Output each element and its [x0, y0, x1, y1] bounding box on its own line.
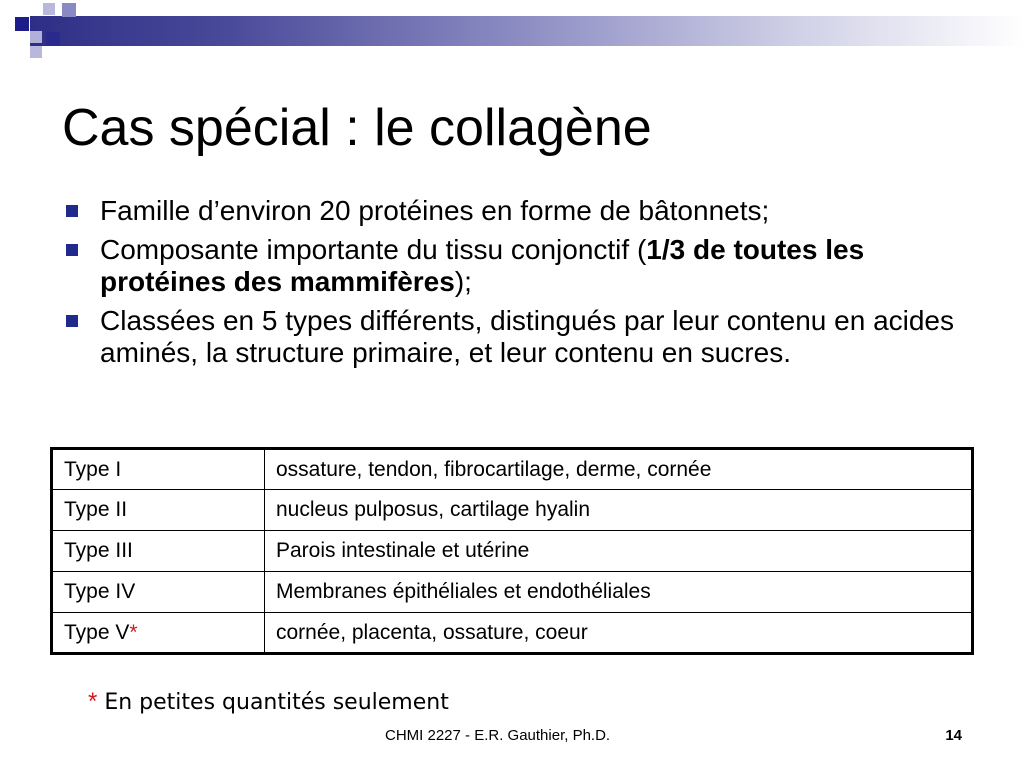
bullet-text: );	[454, 266, 472, 297]
page-number: 14	[945, 727, 962, 744]
footnote-marker: *	[88, 688, 98, 715]
type-cell	[52, 490, 265, 531]
type-label: Type II	[64, 498, 128, 521]
header-square-dark-2	[46, 32, 60, 46]
table-row	[52, 449, 973, 490]
bullet-text: Famille d’environ 20 protéines en forme de bâtonnets;	[100, 195, 770, 226]
footnote-text: En petites quantités seulement	[104, 690, 449, 715]
collagen-types-table	[50, 447, 974, 655]
bullet-list	[62, 195, 962, 376]
header-square-light-3	[30, 46, 42, 58]
table-row	[52, 613, 973, 654]
header-square-mid	[62, 3, 76, 17]
footnote-reference-marker: *	[129, 620, 138, 644]
footnote	[88, 688, 449, 716]
slide-title: Cas spécial : le collagène	[62, 99, 652, 157]
type-cell	[52, 572, 265, 613]
square-bullet-icon	[66, 244, 78, 256]
type-label: Type III	[64, 539, 133, 562]
bullet-item	[62, 305, 962, 369]
bullet-text: Composante importante du tissu conjonctif (	[100, 234, 647, 265]
bullet-item	[62, 234, 962, 298]
type-label: Type I	[64, 457, 122, 481]
bullet-bold-text: 1/3 de toutes les protéines des mammifères	[100, 234, 865, 297]
table-row	[52, 531, 973, 572]
type-label: Type V	[64, 620, 130, 644]
type-cell	[52, 449, 265, 490]
footer-credit: CHMI 2227 - E.R. Gauthier, Ph.D.	[385, 727, 611, 744]
header-gradient-bar	[30, 16, 1024, 46]
type-cell	[52, 613, 265, 654]
tissues-cell: ossature, tendon, fibrocartilage, derme, cornée	[265, 449, 973, 490]
table-row	[52, 490, 973, 531]
tissues-cell: Parois intestinale et utérine	[265, 531, 973, 572]
tissues-cell: cornée, placenta, ossature, coeur	[265, 613, 973, 654]
header-square-light-1	[43, 3, 55, 15]
header-square-light-2	[30, 31, 42, 43]
header-square-dark-1	[15, 17, 29, 31]
tissues-cell: Membranes épithéliales et endothéliales	[265, 572, 973, 613]
square-bullet-icon	[66, 315, 78, 327]
type-cell	[52, 531, 265, 572]
type-label: Type IV	[64, 580, 136, 603]
bullet-item	[62, 195, 962, 227]
bullet-text: Classées en 5 types différents, distingués par leur contenu en acides aminés, la structure primaire, et leur contenu en sucres.	[100, 305, 954, 368]
table-row	[52, 572, 973, 613]
square-bullet-icon	[66, 205, 78, 217]
tissues-cell: nucleus pulposus, cartilage hyalin	[265, 490, 973, 531]
